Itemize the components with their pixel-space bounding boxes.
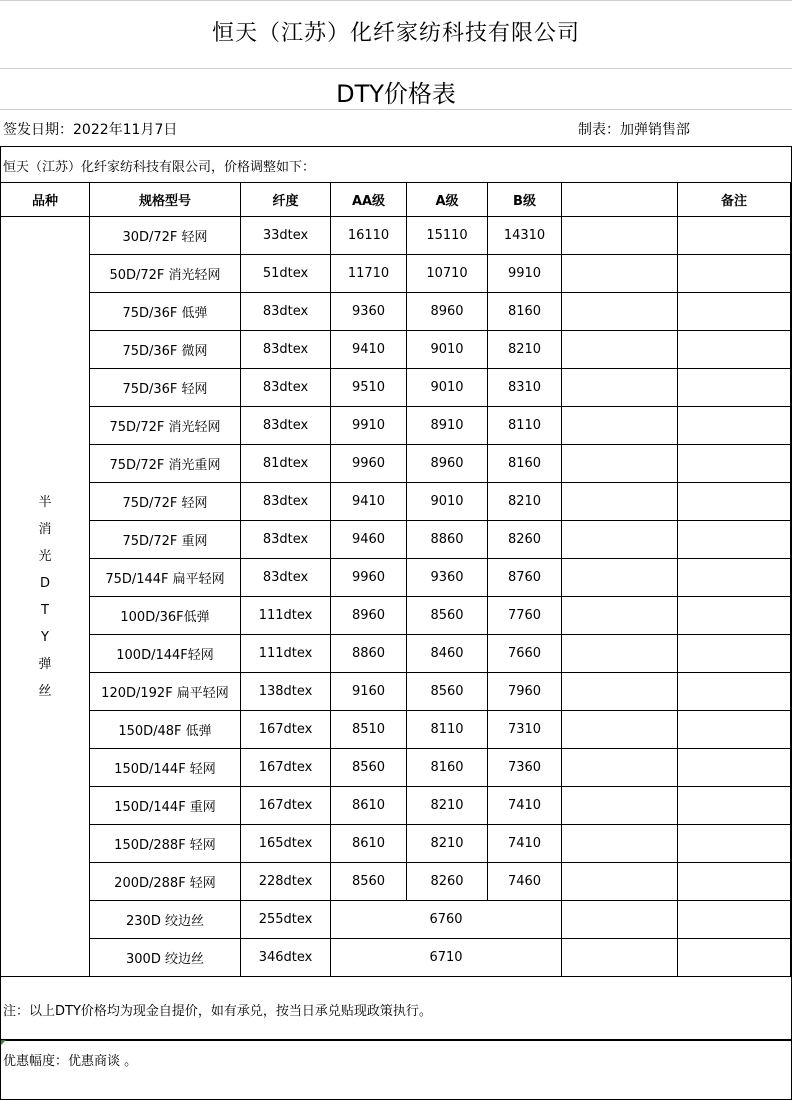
grid-line xyxy=(0,0,792,1)
denier-cell: 111dtex xyxy=(241,635,331,673)
blank-cell xyxy=(562,673,678,711)
spec-cell: 75D/36F 轻网 xyxy=(90,369,241,407)
table-row xyxy=(1,407,791,445)
spec-cell: 150D/144F 轻网 xyxy=(90,749,241,787)
blank-cell xyxy=(562,939,678,977)
blank-cell xyxy=(562,787,678,825)
aa-price-cell: 9910 xyxy=(331,407,407,445)
table-row xyxy=(1,217,791,255)
aa-price-cell: 8860 xyxy=(331,635,407,673)
denier-cell: 83dtex xyxy=(241,369,331,407)
b-price-cell: 14310 xyxy=(488,217,562,255)
b-price-cell: 8110 xyxy=(488,407,562,445)
blank-cell xyxy=(562,255,678,293)
denier-cell: 255dtex xyxy=(241,901,331,939)
table-row xyxy=(1,597,791,635)
aa-price-cell: 9510 xyxy=(331,369,407,407)
blank-cell xyxy=(562,749,678,787)
b-price-cell: 7360 xyxy=(488,749,562,787)
spec-cell: 200D/288F 轻网 xyxy=(90,863,241,901)
b-price-cell: 8310 xyxy=(488,369,562,407)
table-row xyxy=(1,559,791,597)
a-price-cell: 9010 xyxy=(407,483,488,521)
spec-cell: 120D/192F 扁平轻网 xyxy=(90,673,241,711)
cell-marker-icon xyxy=(1,1040,6,1045)
denier-cell: 228dtex xyxy=(241,863,331,901)
col-a: A级 xyxy=(407,183,488,217)
table-row xyxy=(1,711,791,749)
col-denier: 纤度 xyxy=(241,183,331,217)
remark-cell xyxy=(678,825,791,863)
spec-cell: 50D/72F 消光轻网 xyxy=(90,255,241,293)
spec-cell: 100D/144F轻网 xyxy=(90,635,241,673)
col-spec: 规格型号 xyxy=(90,183,241,217)
spec-cell: 30D/72F 轻网 xyxy=(90,217,241,255)
page-title: DTY价格表 xyxy=(336,80,456,108)
aa-price-cell: 11710 xyxy=(331,255,407,293)
table-row xyxy=(1,369,791,407)
denier-cell: 51dtex xyxy=(241,255,331,293)
denier-cell: 167dtex xyxy=(241,711,331,749)
col-b: B级 xyxy=(488,183,562,217)
a-price-cell: 10710 xyxy=(407,255,488,293)
blank-cell xyxy=(562,483,678,521)
aa-price-cell: 9410 xyxy=(331,483,407,521)
a-price-cell: 8860 xyxy=(407,521,488,559)
blank-cell xyxy=(562,407,678,445)
blank-cell xyxy=(562,635,678,673)
aa-price-cell: 9360 xyxy=(331,293,407,331)
aa-price-cell: 8560 xyxy=(331,863,407,901)
b-price-cell: 7760 xyxy=(488,597,562,635)
remark-cell xyxy=(678,673,791,711)
remark-cell xyxy=(678,787,791,825)
variety-char: 光 xyxy=(38,548,52,564)
denier-cell: 167dtex xyxy=(241,749,331,787)
denier-cell: 346dtex xyxy=(241,939,331,977)
remark-cell xyxy=(678,597,791,635)
table-row xyxy=(1,863,791,901)
a-price-cell: 8160 xyxy=(407,749,488,787)
intro-text: 恒天（江苏）化纤家纺科技有限公司，价格调整如下： xyxy=(3,160,316,175)
table-row xyxy=(1,825,791,863)
table-row xyxy=(1,673,791,711)
table-row xyxy=(1,635,791,673)
remark-cell xyxy=(678,331,791,369)
variety-char: 丝 xyxy=(38,683,52,699)
remark-cell xyxy=(678,863,791,901)
b-price-cell: 7410 xyxy=(488,787,562,825)
b-price-cell: 8760 xyxy=(488,559,562,597)
price-table xyxy=(0,182,791,977)
b-price-cell: 8160 xyxy=(488,445,562,483)
a-price-cell: 8560 xyxy=(407,597,488,635)
denier-cell: 138dtex xyxy=(241,673,331,711)
denier-cell: 83dtex xyxy=(241,331,331,369)
a-price-cell: 8210 xyxy=(407,825,488,863)
b-price-cell: 8210 xyxy=(488,331,562,369)
denier-cell: 83dtex xyxy=(241,521,331,559)
merged-price-cell: 6760 xyxy=(331,901,562,939)
variety-cell xyxy=(1,217,90,977)
b-price-cell: 7660 xyxy=(488,635,562,673)
company-name: 恒天（江苏）化纤家纺科技有限公司 xyxy=(211,21,580,46)
grid-line xyxy=(0,68,792,69)
aa-price-cell: 9960 xyxy=(331,559,407,597)
denier-cell: 81dtex xyxy=(241,445,331,483)
aa-price-cell: 9960 xyxy=(331,445,407,483)
grid-line xyxy=(0,109,792,110)
table-row xyxy=(1,331,791,369)
table-row xyxy=(1,293,791,331)
table-row xyxy=(1,787,791,825)
a-price-cell: 15110 xyxy=(407,217,488,255)
b-price-cell: 9910 xyxy=(488,255,562,293)
spec-cell: 75D/72F 消光轻网 xyxy=(90,407,241,445)
aa-price-cell: 8610 xyxy=(331,825,407,863)
col-blank xyxy=(562,183,678,217)
blank-cell xyxy=(562,825,678,863)
aa-price-cell: 9460 xyxy=(331,521,407,559)
remark-cell xyxy=(678,901,791,939)
blank-cell xyxy=(562,445,678,483)
a-price-cell: 8960 xyxy=(407,445,488,483)
blank-cell xyxy=(562,863,678,901)
remark-cell xyxy=(678,369,791,407)
variety-char: 弹 xyxy=(38,656,52,672)
variety-char: Y xyxy=(41,629,49,645)
blank-cell xyxy=(562,217,678,255)
discount-note: 优惠幅度：优惠商谈 。 xyxy=(3,1054,138,1069)
variety-char: 半 xyxy=(38,494,52,510)
a-price-cell: 9360 xyxy=(407,559,488,597)
remark-cell xyxy=(678,407,791,445)
denier-cell: 83dtex xyxy=(241,407,331,445)
a-price-cell: 9010 xyxy=(407,331,488,369)
spec-cell: 75D/36F 低弹 xyxy=(90,293,241,331)
aa-price-cell: 16110 xyxy=(331,217,407,255)
remark-cell xyxy=(678,483,791,521)
spec-cell: 75D/144F 扁平轻网 xyxy=(90,559,241,597)
variety-char: T xyxy=(41,602,49,618)
aa-price-cell: 8960 xyxy=(331,597,407,635)
blank-cell xyxy=(562,901,678,939)
blank-cell xyxy=(562,521,678,559)
remark-cell xyxy=(678,939,791,977)
denier-cell: 111dtex xyxy=(241,597,331,635)
spec-cell: 150D/144F 重网 xyxy=(90,787,241,825)
variety-char: D xyxy=(39,575,50,591)
aa-price-cell: 8610 xyxy=(331,787,407,825)
a-price-cell: 9010 xyxy=(407,369,488,407)
spec-cell: 300D 绞边丝 xyxy=(90,939,241,977)
issue-date: 签发日期：2022年11月7日 xyxy=(3,122,178,138)
table-row xyxy=(1,483,791,521)
remark-cell xyxy=(678,559,791,597)
a-price-cell: 8460 xyxy=(407,635,488,673)
blank-cell xyxy=(562,293,678,331)
a-price-cell: 8560 xyxy=(407,673,488,711)
b-price-cell: 8160 xyxy=(488,293,562,331)
spec-cell: 75D/72F 轻网 xyxy=(90,483,241,521)
spec-cell: 75D/36F 微网 xyxy=(90,331,241,369)
spec-cell: 230D 绞边丝 xyxy=(90,901,241,939)
b-price-cell: 7410 xyxy=(488,825,562,863)
denier-cell: 33dtex xyxy=(241,217,331,255)
remark-cell xyxy=(678,749,791,787)
variety-char: 消 xyxy=(38,521,52,537)
remark-cell xyxy=(678,521,791,559)
blank-cell xyxy=(562,559,678,597)
b-price-cell: 8210 xyxy=(488,483,562,521)
remark-cell xyxy=(678,635,791,673)
spec-cell: 150D/288F 轻网 xyxy=(90,825,241,863)
denier-cell: 167dtex xyxy=(241,787,331,825)
remark-cell xyxy=(678,445,791,483)
a-price-cell: 8110 xyxy=(407,711,488,749)
a-price-cell: 8210 xyxy=(407,787,488,825)
b-price-cell: 7310 xyxy=(488,711,562,749)
remark-cell xyxy=(678,711,791,749)
remark-cell xyxy=(678,255,791,293)
table-row xyxy=(1,255,791,293)
spec-cell: 100D/36F低弹 xyxy=(90,597,241,635)
aa-price-cell: 9410 xyxy=(331,331,407,369)
spec-cell: 75D/72F 重网 xyxy=(90,521,241,559)
col-variety: 品种 xyxy=(1,183,90,217)
aa-price-cell: 8510 xyxy=(331,711,407,749)
denier-cell: 165dtex xyxy=(241,825,331,863)
table-header-row xyxy=(1,183,791,217)
col-remark: 备注 xyxy=(678,183,791,217)
denier-cell: 83dtex xyxy=(241,559,331,597)
b-price-cell: 7460 xyxy=(488,863,562,901)
denier-cell: 83dtex xyxy=(241,293,331,331)
spec-cell: 75D/72F 消光重网 xyxy=(90,445,241,483)
section-divider xyxy=(0,1039,792,1041)
b-price-cell: 8260 xyxy=(488,521,562,559)
table-row xyxy=(1,445,791,483)
denier-cell: 83dtex xyxy=(241,483,331,521)
b-price-cell: 7960 xyxy=(488,673,562,711)
a-price-cell: 8910 xyxy=(407,407,488,445)
remark-cell xyxy=(678,293,791,331)
a-price-cell: 8260 xyxy=(407,863,488,901)
col-aa: AA级 xyxy=(331,183,407,217)
blank-cell xyxy=(562,597,678,635)
blank-cell xyxy=(562,711,678,749)
remark-cell xyxy=(678,217,791,255)
spec-cell: 150D/48F 低弹 xyxy=(90,711,241,749)
a-price-cell: 8960 xyxy=(407,293,488,331)
merged-price-cell: 6710 xyxy=(331,939,562,977)
maker-label: 制表：加弹销售部 xyxy=(578,122,690,138)
aa-price-cell: 9160 xyxy=(331,673,407,711)
price-note: 注：以上DTY价格均为现金自提价，如有承兑，按当日承兑贴现政策执行。 xyxy=(3,1004,432,1019)
blank-cell xyxy=(562,331,678,369)
aa-price-cell: 8560 xyxy=(331,749,407,787)
table-row xyxy=(1,521,791,559)
table-row xyxy=(1,749,791,787)
table-row xyxy=(1,939,791,977)
table-row xyxy=(1,901,791,939)
blank-cell xyxy=(562,369,678,407)
